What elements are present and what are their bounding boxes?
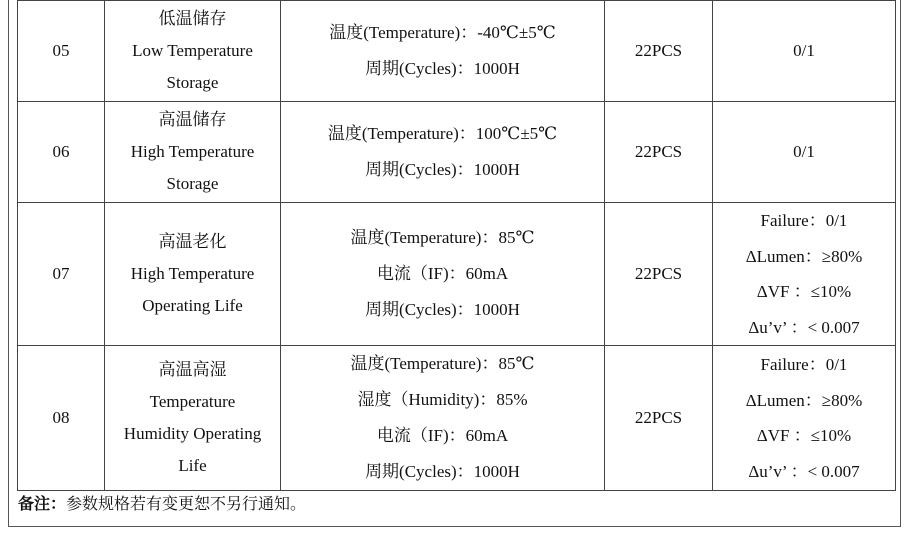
test-result: Failure：0/1	[760, 211, 848, 230]
test-conditions-cell	[281, 346, 605, 491]
test-condition: 温度(Temperature)：100℃±5℃	[327, 124, 558, 143]
test-condition: 周期(Cycles)：1000H	[365, 462, 520, 481]
test-number: 07	[18, 203, 105, 346]
test-result-cell	[713, 1, 896, 102]
test-item-cell	[105, 1, 281, 102]
test-conditions-cell	[281, 203, 605, 346]
test-result: Δu’v’ ：< 0.007	[748, 461, 860, 481]
test-conditions-cell	[281, 102, 605, 203]
test-item-en: Humidity Operating	[123, 424, 262, 443]
test-condition: 温度(Temperature)：85℃	[350, 354, 535, 373]
test-item-en: High Temperature	[130, 264, 255, 283]
test-result-cell	[713, 346, 896, 491]
test-result: ΔLumen：≥80%	[745, 390, 863, 410]
test-condition: 电流（IF)：60mA	[376, 264, 509, 283]
footnote-label: 备注：	[18, 496, 67, 513]
reliability-test-table	[17, 0, 896, 491]
test-result-cell	[713, 203, 896, 346]
table-row	[18, 102, 896, 203]
test-item-cn: 低温储存	[158, 9, 227, 28]
test-result: 0/1	[793, 41, 815, 61]
test-item-en: High Temperature	[130, 142, 255, 161]
test-condition: 湿度（Humidity)：85%	[357, 390, 528, 409]
test-condition: 温度(Temperature)：85℃	[350, 228, 535, 247]
test-condition: 电流（IF)：60mA	[376, 426, 509, 445]
test-result: Failure：0/1	[760, 355, 848, 374]
test-item-en: Operating Life	[142, 296, 243, 315]
test-number: 08	[18, 346, 105, 491]
test-item-cell	[105, 203, 281, 346]
sample-quantity: 22PCS	[605, 346, 713, 491]
test-result-cell	[713, 102, 896, 203]
test-result: Δu’v’ ：< 0.007	[748, 317, 860, 337]
sample-quantity: 22PCS	[605, 203, 713, 346]
test-item-cell	[105, 346, 281, 491]
test-item-en: Storage	[166, 73, 219, 92]
sample-quantity: 22PCS	[605, 102, 713, 203]
test-number: 06	[18, 102, 105, 203]
test-item-cn: 高温老化	[158, 232, 227, 251]
test-item-en: Temperature	[149, 392, 236, 411]
sample-quantity: 22PCS	[605, 1, 713, 102]
test-conditions-cell	[281, 1, 605, 102]
test-result: ΔVF ：≤10%	[756, 426, 852, 445]
test-item-en: Low Temperature	[132, 41, 253, 60]
table-row	[18, 203, 896, 346]
table-row	[18, 1, 896, 102]
test-item-cn: 高温储存	[158, 110, 227, 129]
test-condition: 周期(Cycles)：1000H	[365, 300, 520, 319]
test-condition: 周期(Cycles)：1000H	[365, 160, 520, 179]
test-condition: 周期(Cycles)：1000H	[365, 59, 520, 78]
test-result: ΔLumen：≥80%	[745, 246, 863, 266]
test-result: 0/1	[793, 142, 815, 162]
test-item-en: Storage	[166, 174, 219, 193]
test-item-cn: 高温高湿	[158, 360, 227, 379]
test-result: ΔVF ：≤10%	[756, 282, 852, 301]
test-number: 05	[18, 1, 105, 102]
footnote	[18, 491, 306, 514]
test-item-en: Life	[178, 456, 207, 475]
table-row	[18, 346, 896, 491]
test-condition: 温度(Temperature)：-40℃±5℃	[329, 23, 556, 42]
test-item-cell	[105, 102, 281, 203]
footnote-text: 参数规格若有变更恕不另行通知。	[66, 496, 307, 513]
